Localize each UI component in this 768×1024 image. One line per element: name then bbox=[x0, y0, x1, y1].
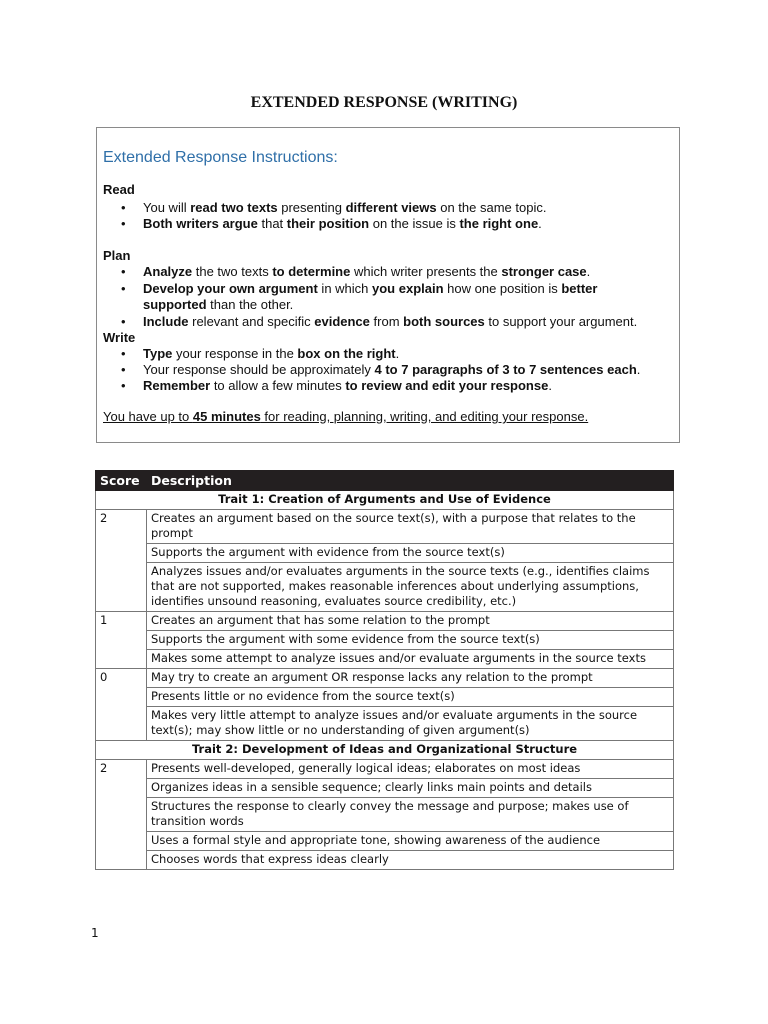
write-item-3: • Remember to allow a few minutes to review and edit your response. bbox=[143, 378, 671, 394]
description-cell: Chooses words that express ideas clearly bbox=[147, 851, 674, 870]
table-row bbox=[96, 510, 674, 544]
score-cell: 2 bbox=[96, 510, 147, 612]
write-item-1: • Type your response in the box on the right. bbox=[143, 346, 671, 362]
trait-2-heading: Trait 2: Development of Ideas and Organizational Structure bbox=[96, 741, 674, 760]
table-row bbox=[96, 798, 674, 832]
table-row bbox=[96, 612, 674, 631]
score-cell: 0 bbox=[96, 669, 147, 741]
page-number: 1 bbox=[91, 926, 99, 940]
table-row bbox=[96, 832, 674, 851]
plan-item-1: • Analyze the two texts to determine which writer presents the stronger case. bbox=[143, 264, 671, 280]
table-row bbox=[96, 760, 674, 779]
table-row bbox=[96, 851, 674, 870]
description-cell: Supports the argument with some evidence from the source text(s) bbox=[147, 631, 674, 650]
scoring-rubric-table bbox=[95, 470, 674, 870]
description-cell: May try to create an argument OR response lacks any relation to the prompt bbox=[147, 669, 674, 688]
description-cell: Presents well-developed, generally logical ideas; elaborates on most ideas bbox=[147, 760, 674, 779]
table-header-row bbox=[96, 471, 674, 491]
description-cell: Creates an argument based on the source text(s), with a purpose that relates to the prompt bbox=[147, 510, 674, 544]
description-cell: Makes very little attempt to analyze issues and/or evaluate arguments in the source text(s); may show little or no understanding of given argument(s) bbox=[147, 707, 674, 741]
document-title: EXTENDED RESPONSE (WRITING) bbox=[250, 94, 518, 111]
instructions-box bbox=[96, 127, 680, 443]
plan-item-2: • Develop your own argument in which you explain how one position is better supported than the other. bbox=[143, 281, 623, 313]
time-note: You have up to 45 minutes for reading, planning, writing, and editing your response. bbox=[103, 409, 589, 424]
description-cell: Structures the response to clearly convey the message and purpose; makes use of transition words bbox=[147, 798, 674, 832]
read-item-1: • You will read two texts presenting different views on the same topic. bbox=[143, 200, 671, 216]
read-item-2: • Both writers argue that their position on the issue is the right one. bbox=[143, 216, 671, 232]
table-row bbox=[96, 779, 674, 798]
table-row bbox=[96, 563, 674, 612]
table-row bbox=[96, 631, 674, 650]
plan-label: Plan bbox=[103, 248, 131, 263]
read-label: Read bbox=[103, 182, 135, 197]
score-column-header: Score bbox=[96, 471, 147, 491]
table-row bbox=[96, 650, 674, 669]
description-cell: Presents little or no evidence from the source text(s) bbox=[147, 688, 674, 707]
plan-item-3: • Include relevant and specific evidence from both sources to support your argument. bbox=[143, 314, 671, 330]
score-cell: 1 bbox=[96, 612, 147, 669]
description-cell: Supports the argument with evidence from the source text(s) bbox=[147, 544, 674, 563]
table-row bbox=[96, 669, 674, 688]
score-cell: 2 bbox=[96, 760, 147, 870]
table-row bbox=[96, 544, 674, 563]
table-row bbox=[96, 707, 674, 741]
table-row bbox=[96, 688, 674, 707]
trait-1-heading: Trait 1: Creation of Arguments and Use of Evidence bbox=[96, 491, 674, 510]
description-cell: Organizes ideas in a sensible sequence; clearly links main points and details bbox=[147, 779, 674, 798]
description-cell: Analyzes issues and/or evaluates arguments in the source texts (e.g., identifies claims that are not supported, makes reasonable inferences about underlying assumptions, identifies unsound reasoning, evaluates source credibility, etc.) bbox=[147, 563, 674, 612]
description-cell: Makes some attempt to analyze issues and/or evaluate arguments in the source texts bbox=[147, 650, 674, 669]
write-item-2: • Your response should be approximately 4 to 7 paragraphs of 3 to 7 sentences each. bbox=[143, 362, 671, 378]
description-cell: Creates an argument that has some relation to the prompt bbox=[147, 612, 674, 631]
instructions-heading: Extended Response Instructions: bbox=[103, 149, 338, 166]
description-column-header: Description bbox=[147, 471, 674, 491]
description-cell: Uses a formal style and appropriate tone, showing awareness of the audience bbox=[147, 832, 674, 851]
write-label: Write bbox=[103, 330, 136, 345]
